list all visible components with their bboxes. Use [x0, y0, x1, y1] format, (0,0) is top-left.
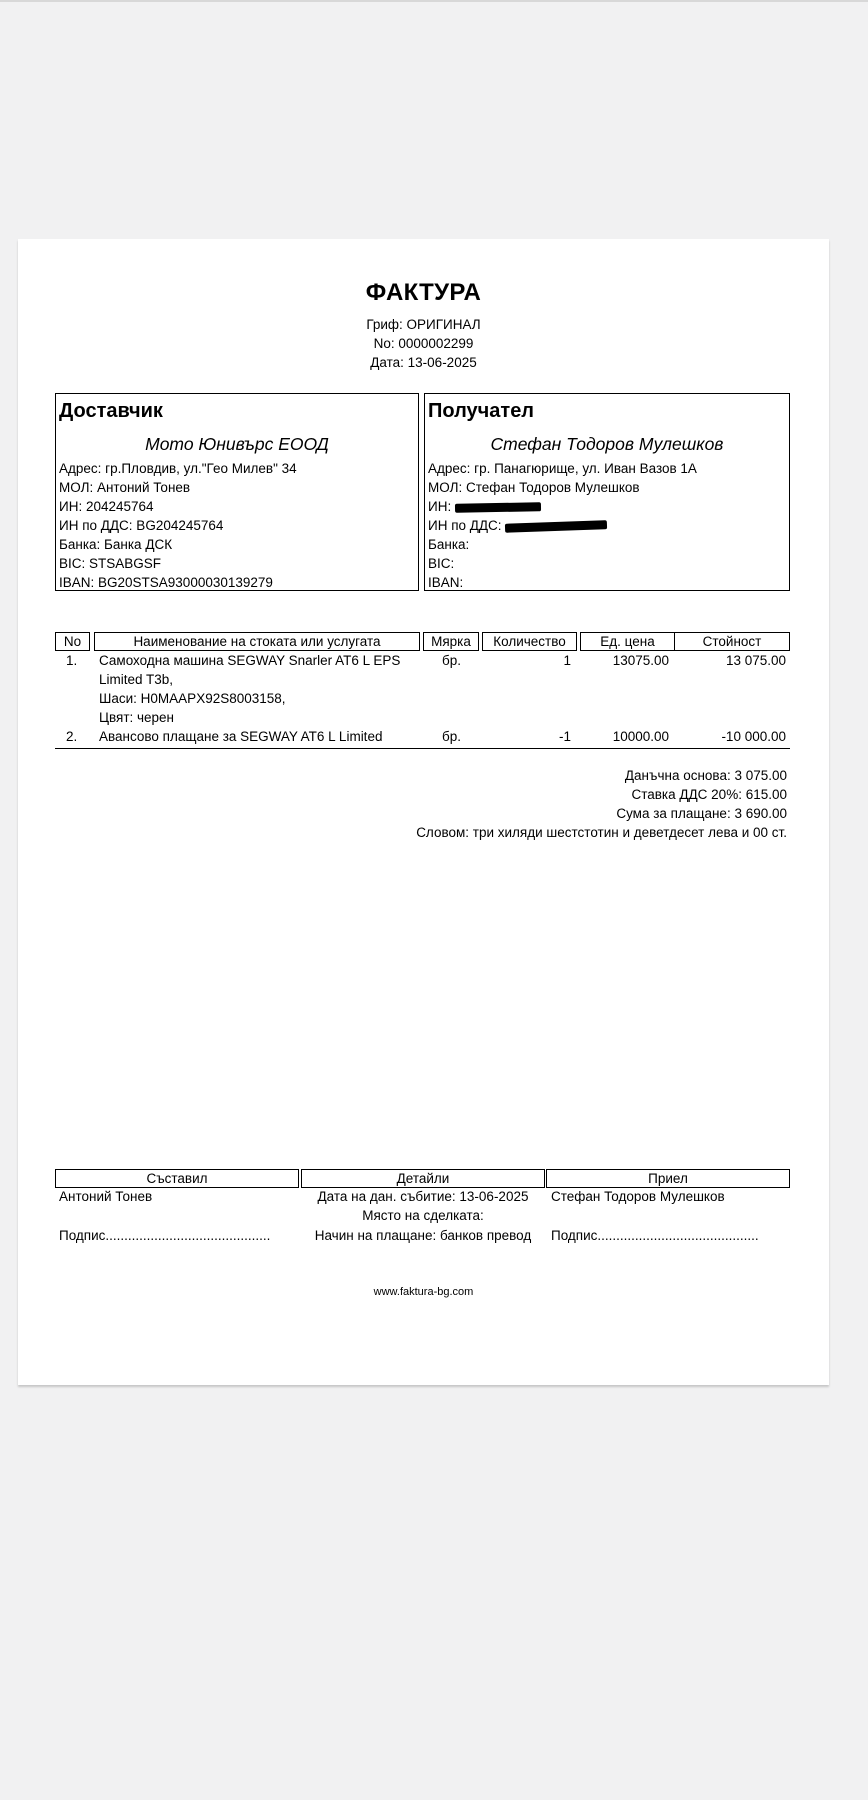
signature-compiled: Подпис............................................ — [59, 1228, 271, 1243]
col-header-total: Стойност — [674, 632, 790, 651]
footer-header-details: Детайли — [301, 1169, 545, 1188]
recipient-box — [424, 393, 790, 591]
row-total: -10 000.00 — [721, 729, 786, 744]
recipient-vat-label: ИН по ДДС: — [428, 518, 502, 533]
tax-base: Данъчна основа: 3 075.00 — [624, 768, 787, 783]
row-desc-line: Самоходна машина SEGWAY Snarler AT6 L EPS — [99, 653, 401, 668]
footer-header-compiled: Съставил — [55, 1169, 299, 1188]
row-desc-line: Limited T3b, — [99, 672, 174, 687]
row-price: 13075.00 — [612, 653, 669, 668]
compiled-by-name: Антоний Тонев — [59, 1189, 153, 1204]
invoice-title: ФАКТУРА — [365, 279, 482, 306]
tax-event-date: Дата на дан. събитие: 13-06-2025 — [317, 1189, 529, 1204]
row-unit: бр. — [442, 653, 461, 668]
col-header-quantity: Количество — [482, 632, 577, 651]
payment-method: Начин на плащане: банков превод — [314, 1228, 532, 1243]
recipient-heading: Получател — [428, 400, 535, 422]
amount-in-words: Словом: три хиляди шестстотин и деветдесет лева и 00 ст. — [416, 825, 787, 840]
invoice-grif: Гриф: ОРИГИНАЛ — [366, 317, 481, 332]
recipient-address: Адрес: гр. Панагюрище, ул. Иван Вазов 1А — [428, 461, 697, 476]
amount-due: Сума за плащане: 3 690.00 — [616, 806, 787, 821]
recipient-name: Стефан Тодоров Мулешков — [490, 434, 724, 454]
supplier-box — [55, 393, 419, 591]
signature-received: Подпис........................................... — [551, 1228, 759, 1243]
recipient-bic: BIC: — [428, 556, 455, 571]
supplier-vat: ИН по ДДС: BG204245764 — [59, 518, 224, 533]
vat-amount: Ставка ДДС 20%: 615.00 — [631, 787, 787, 802]
col-header-unit: Мярка — [423, 632, 479, 651]
supplier-bic: BIC: STSABGSF — [59, 556, 162, 571]
table-bottom-rule — [55, 748, 790, 749]
redaction-mark — [505, 520, 607, 533]
supplier-in: ИН: 204245764 — [59, 499, 154, 514]
row-qty: 1 — [563, 653, 571, 668]
col-header-no: No — [55, 632, 90, 651]
supplier-bank: Банка: Банка ДСК — [59, 537, 173, 552]
col-header-unit-price: Ед. цена — [580, 632, 675, 651]
invoice-date: Дата: 13-06-2025 — [370, 355, 477, 370]
recipient-iban: IBAN: — [428, 575, 464, 590]
recipient-bank: Банка: — [428, 537, 470, 552]
invoice-page — [18, 239, 829, 1385]
row-unit: бр. — [442, 729, 461, 744]
row-no: 1. — [66, 653, 78, 668]
redaction-mark — [455, 502, 541, 512]
supplier-mol: МОЛ: Антоний Тонев — [59, 480, 191, 495]
row-total: 13 075.00 — [725, 653, 786, 668]
row-desc-line: Авансово плащане за SEGWAY AT6 L Limited — [99, 729, 383, 744]
recipient-mol: МОЛ: Стефан Тодоров Мулешков — [428, 480, 640, 495]
supplier-address: Адрес: гр.Пловдив, ул."Гео Милев" 34 — [59, 461, 297, 476]
recipient-in-label: ИН: — [428, 499, 452, 514]
col-header-description: Наименование на стоката или услугата — [94, 632, 420, 651]
footer-header-received: Приел — [546, 1169, 790, 1188]
recipient-vat — [428, 518, 607, 533]
row-desc-line: Цвят: черен — [99, 710, 175, 725]
received-by-name: Стефан Тодоров Мулешков — [551, 1189, 725, 1204]
top-divider — [0, 0, 868, 2]
supplier-heading: Доставчик — [59, 400, 163, 422]
row-no: 2. — [66, 729, 78, 744]
row-desc-line: Шаси: H0MAAPX92S8003158, — [99, 691, 286, 706]
recipient-in — [428, 499, 541, 514]
invoice-number: No: 0000002299 — [373, 336, 474, 351]
row-price: 10000.00 — [612, 729, 669, 744]
row-qty: -1 — [558, 729, 571, 744]
place-of-deal: Място на сделката: — [362, 1208, 484, 1223]
supplier-name: Мото Юнивърс ЕООД — [145, 434, 329, 454]
website-link: www.faktura-bg.com — [373, 1286, 474, 1298]
supplier-iban: IBAN: BG20STSA93000030139279 — [59, 575, 273, 590]
